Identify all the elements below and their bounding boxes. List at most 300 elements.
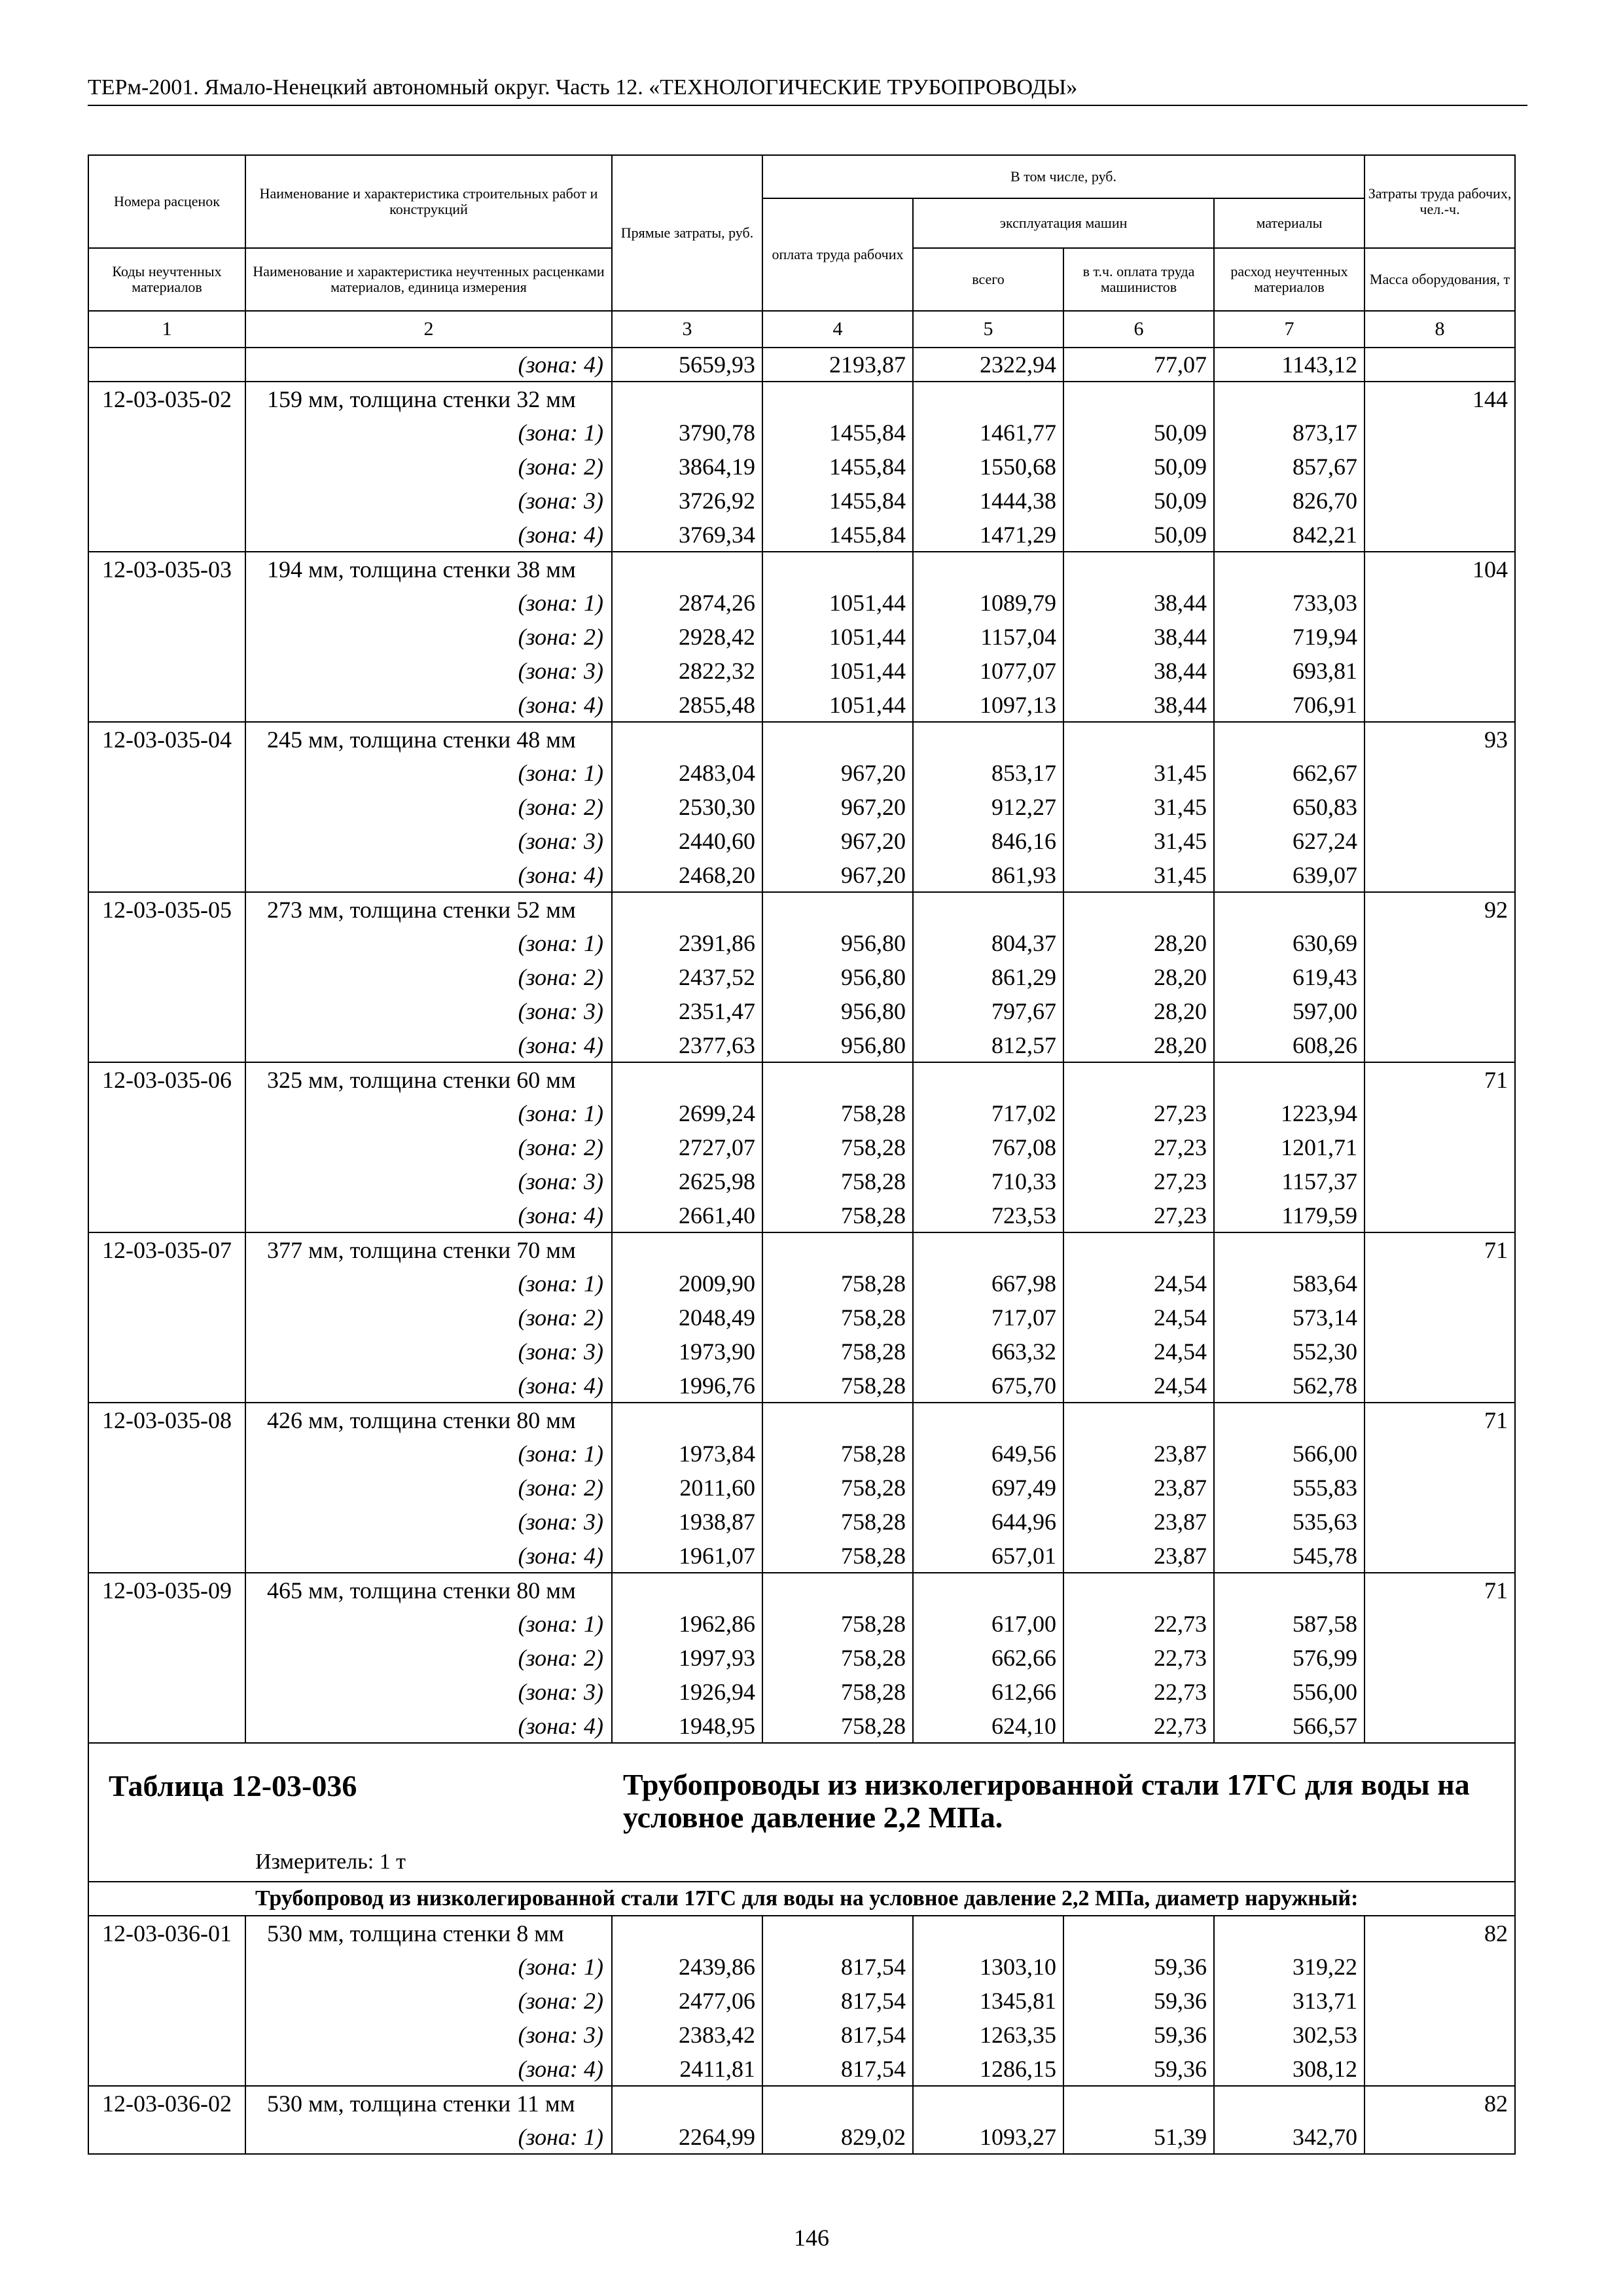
zone-row [88, 926, 1515, 960]
zone-row [88, 586, 1515, 620]
zone-label: (зона: 2) [245, 1984, 612, 2018]
materials-cost: 873,17 [1214, 416, 1364, 450]
labor-cost: 1455,84 [762, 484, 913, 518]
empty-cell [913, 1232, 1063, 1266]
direct-cost: 1962,86 [612, 1607, 762, 1641]
labor-hours [1364, 348, 1515, 382]
labor-hours [1364, 688, 1515, 722]
zone-label: (зона: 4) [245, 1539, 612, 1573]
operators-cost: 28,20 [1063, 926, 1214, 960]
labor-hours [1364, 1335, 1515, 1369]
operators-cost: 24,54 [1063, 1300, 1214, 1335]
table-number: Таблица 12-03-036 [109, 1769, 357, 1803]
code-cell [88, 1300, 245, 1335]
empty-cell [1063, 1232, 1214, 1266]
labor-cost: 967,20 [762, 824, 913, 858]
code-cell [88, 1950, 245, 1984]
labor-cost: 817,54 [762, 1950, 913, 1984]
zone-label: (зона: 1) [245, 1266, 612, 1300]
labor-hours: 92 [1364, 892, 1515, 926]
labor-cost: 758,28 [762, 1675, 913, 1709]
materials-cost: 1201,71 [1214, 1130, 1364, 1164]
empty-cell [1063, 552, 1214, 586]
labor-hours [1364, 960, 1515, 994]
code-cell [88, 756, 245, 790]
empty-cell [762, 892, 913, 926]
zone-row [88, 2018, 1515, 2052]
materials-cost: 1143,12 [1214, 348, 1364, 382]
code-cell [88, 1675, 245, 1709]
machines-cost: 667,98 [913, 1266, 1063, 1300]
code-cell [88, 518, 245, 552]
zone-row [88, 1505, 1515, 1539]
machines-cost: 662,66 [913, 1641, 1063, 1675]
labor-hours [1364, 518, 1515, 552]
machines-cost: 861,93 [913, 858, 1063, 892]
labor-hours [1364, 1164, 1515, 1198]
machines-cost: 617,00 [913, 1607, 1063, 1641]
operators-cost: 27,23 [1063, 1164, 1214, 1198]
empty-cell [1214, 1403, 1364, 1437]
code-cell [88, 1335, 245, 1369]
col8-header-bottom: Масса оборудования, т [1364, 248, 1515, 311]
zone-label: (зона: 2) [245, 1641, 612, 1675]
machines-cost: 1263,35 [913, 2018, 1063, 2052]
operators-cost: 23,87 [1063, 1505, 1214, 1539]
zone-row [88, 1709, 1515, 1743]
running-header: ТЕРм-2001. Ямало-Ненецкий автономный округ. Часть 12. «ТЕХНОЛОГИЧЕСКИЕ ТРУБОПРОВОДЫ» [88, 75, 1078, 99]
code-cell [88, 926, 245, 960]
code-cell [88, 1369, 245, 1403]
labor-cost: 2193,87 [762, 348, 913, 382]
item-name: 273 мм, толщина стенки 52 мм [245, 892, 612, 926]
direct-cost: 1996,76 [612, 1369, 762, 1403]
machines-cost: 624,10 [913, 1709, 1063, 1743]
machines-cost: 1089,79 [913, 586, 1063, 620]
direct-cost: 2048,49 [612, 1300, 762, 1335]
labor-hours [1364, 2018, 1515, 2052]
zone-row [88, 756, 1515, 790]
empty-cell [1063, 722, 1214, 756]
direct-cost: 3790,78 [612, 416, 762, 450]
code-cell [88, 620, 245, 654]
labor-cost: 758,28 [762, 1198, 913, 1232]
labor-cost: 758,28 [762, 1607, 913, 1641]
zone-label: (зона: 4) [245, 348, 612, 382]
zone-label: (зона: 4) [245, 1709, 612, 1743]
labor-hours [1364, 1437, 1515, 1471]
code-cell [88, 1198, 245, 1232]
direct-cost: 2411,81 [612, 2052, 762, 2086]
operators-cost: 38,44 [1063, 688, 1214, 722]
operators-cost: 27,23 [1063, 1096, 1214, 1130]
zone-row [88, 1471, 1515, 1505]
table-caption: Трубопроводы из низколегированной стали 17ГС для воды на условное давление 2,2 МПа. [623, 1768, 1470, 1834]
empty-cell [913, 722, 1063, 756]
operators-cost: 22,73 [1063, 1709, 1214, 1743]
direct-cost: 1938,87 [612, 1505, 762, 1539]
labor-cost: 1051,44 [762, 654, 913, 688]
direct-cost: 2477,06 [612, 1984, 762, 2018]
labor-cost: 758,28 [762, 1300, 913, 1335]
zone-row [88, 1641, 1515, 1675]
zone-row [88, 1028, 1515, 1062]
machines-cost: 657,01 [913, 1539, 1063, 1573]
labor-hours: 71 [1364, 1232, 1515, 1266]
empty-cell [1063, 1916, 1214, 1950]
table-title-row [88, 1743, 1515, 1882]
labor-cost: 967,20 [762, 756, 913, 790]
code-cell [88, 586, 245, 620]
materials-cost: 842,21 [1214, 518, 1364, 552]
zone-row [88, 1198, 1515, 1232]
labor-hours: 71 [1364, 1403, 1515, 1437]
materials-cost: 302,53 [1214, 2018, 1364, 2052]
code-cell [88, 1130, 245, 1164]
empty-cell [913, 892, 1063, 926]
empty-cell [762, 1232, 913, 1266]
item-row [88, 892, 1515, 926]
materials-cost: 650,83 [1214, 790, 1364, 824]
operators-cost: 50,09 [1063, 484, 1214, 518]
empty-cell [1063, 382, 1214, 416]
direct-cost: 2264,99 [612, 2120, 762, 2154]
labor-hours [1364, 416, 1515, 450]
empty-cell [1214, 1916, 1364, 1950]
machines-cost: 675,70 [913, 1369, 1063, 1403]
measure-unit: Измеритель: 1 т [255, 1850, 406, 1874]
labor-hours [1364, 1300, 1515, 1335]
labor-cost: 967,20 [762, 790, 913, 824]
operators-cost: 27,23 [1063, 1198, 1214, 1232]
column-number: 3 [612, 311, 762, 348]
zone-label: (зона: 2) [245, 1300, 612, 1335]
item-name: 530 мм, толщина стенки 11 мм [245, 2086, 612, 2120]
empty-cell [762, 552, 913, 586]
zone-label: (зона: 3) [245, 2018, 612, 2052]
code-cell [88, 1709, 245, 1743]
item-row [88, 722, 1515, 756]
materials-cost: 662,67 [1214, 756, 1364, 790]
labor-cost: 1455,84 [762, 518, 913, 552]
direct-cost: 2822,32 [612, 654, 762, 688]
labor-hours [1364, 1096, 1515, 1130]
code-cell [88, 1164, 245, 1198]
empty-cell [1214, 892, 1364, 926]
column-number: 4 [762, 311, 913, 348]
code-cell [88, 1471, 245, 1505]
materials-cost: 597,00 [1214, 994, 1364, 1028]
machines-cost: 1345,81 [913, 1984, 1063, 2018]
zone-label: (зона: 3) [245, 1675, 612, 1709]
column-number: 6 [1063, 311, 1214, 348]
labor-hours: 71 [1364, 1062, 1515, 1096]
machines-cost: 812,57 [913, 1028, 1063, 1062]
materials-cost: 693,81 [1214, 654, 1364, 688]
operators-cost: 24,54 [1063, 1369, 1214, 1403]
operators-cost: 50,09 [1063, 450, 1214, 484]
code-cell [88, 1505, 245, 1539]
labor-cost: 956,80 [762, 926, 913, 960]
materials-cost: 608,26 [1214, 1028, 1364, 1062]
empty-cell [1063, 892, 1214, 926]
col3-header: Прямые затраты, руб. [612, 155, 762, 311]
code-cell [88, 1539, 245, 1573]
materials-cost: 627,24 [1214, 824, 1364, 858]
labor-cost: 956,80 [762, 994, 913, 1028]
table-title-block [88, 1743, 1515, 1882]
item-row [88, 552, 1515, 586]
empty-cell [913, 1062, 1063, 1096]
direct-cost: 1961,07 [612, 1539, 762, 1573]
item-code: 12-03-035-03 [88, 552, 245, 586]
labor-hours: 93 [1364, 722, 1515, 756]
direct-cost: 2391,86 [612, 926, 762, 960]
zone-row [88, 654, 1515, 688]
labor-hours [1364, 2120, 1515, 2154]
zone-label: (зона: 4) [245, 518, 612, 552]
operators-cost: 28,20 [1063, 1028, 1214, 1062]
zone-label: (зона: 4) [245, 1028, 612, 1062]
materials-cost: 342,70 [1214, 2120, 1364, 2154]
labor-cost: 758,28 [762, 1437, 913, 1471]
direct-cost: 2383,42 [612, 2018, 762, 2052]
code-cell [88, 1028, 245, 1062]
group-including-header: В том числе, руб. [762, 155, 1364, 198]
labor-cost: 758,28 [762, 1130, 913, 1164]
empty-cell [1214, 1573, 1364, 1607]
zone-row [88, 688, 1515, 722]
zone-label: (зона: 3) [245, 654, 612, 688]
item-name: 377 мм, толщина стенки 70 мм [245, 1232, 612, 1266]
labor-hours [1364, 1709, 1515, 1743]
labor-cost: 758,28 [762, 1164, 913, 1198]
item-code: 12-03-035-09 [88, 1573, 245, 1607]
empty-cell [612, 1916, 762, 1950]
machines-cost: 912,27 [913, 790, 1063, 824]
labor-cost: 817,54 [762, 2052, 913, 2086]
labor-hours [1364, 1984, 1515, 2018]
machines-cost: 723,53 [913, 1198, 1063, 1232]
code-cell [88, 960, 245, 994]
zone-label: (зона: 4) [245, 2052, 612, 2086]
empty-cell [612, 892, 762, 926]
operators-cost: 59,36 [1063, 2018, 1214, 2052]
operators-cost: 23,87 [1063, 1437, 1214, 1471]
direct-cost: 2855,48 [612, 688, 762, 722]
labor-hours [1364, 1471, 1515, 1505]
direct-cost: 2483,04 [612, 756, 762, 790]
labor-hours: 82 [1364, 2086, 1515, 2120]
operators-cost: 22,73 [1063, 1675, 1214, 1709]
empty-cell [762, 1916, 913, 1950]
zone-label: (зона: 2) [245, 1471, 612, 1505]
labor-hours [1364, 654, 1515, 688]
machines-cost: 612,66 [913, 1675, 1063, 1709]
labor-cost: 758,28 [762, 1505, 913, 1539]
zone-row [88, 858, 1515, 892]
zone-label: (зона: 1) [245, 1096, 612, 1130]
code-cell [88, 1437, 245, 1471]
empty-cell [1214, 1232, 1364, 1266]
zone-label: (зона: 1) [245, 2120, 612, 2154]
operators-cost: 28,20 [1063, 960, 1214, 994]
labor-hours [1364, 1607, 1515, 1641]
machines-cost: 1093,27 [913, 2120, 1063, 2154]
zone-label: (зона: 2) [245, 620, 612, 654]
direct-cost: 2699,24 [612, 1096, 762, 1130]
rates-table [88, 154, 1516, 2155]
zone-row [88, 1164, 1515, 1198]
zone-label: (зона: 1) [245, 416, 612, 450]
zone-label: (зона: 1) [245, 926, 612, 960]
page-number: 146 [794, 2225, 829, 2251]
operators-cost: 59,36 [1063, 1984, 1214, 2018]
empty-cell [762, 1573, 913, 1607]
materials-cost: 535,63 [1214, 1505, 1364, 1539]
zone-label: (зона: 2) [245, 790, 612, 824]
zone-row [88, 1130, 1515, 1164]
zone-row [88, 1950, 1515, 1984]
empty-cell [913, 552, 1063, 586]
empty-cell [1214, 1062, 1364, 1096]
labor-hours [1364, 1028, 1515, 1062]
zone-row [88, 620, 1515, 654]
zone-row [88, 484, 1515, 518]
operators-cost: 24,54 [1063, 1335, 1214, 1369]
item-code: 12-03-036-01 [88, 1916, 245, 1950]
column-number: 2 [245, 311, 612, 348]
empty-cell [1063, 1573, 1214, 1607]
code-cell [88, 790, 245, 824]
direct-cost: 2661,40 [612, 1198, 762, 1232]
labor-cost: 1051,44 [762, 688, 913, 722]
item-row [88, 1573, 1515, 1607]
zone-label: (зона: 4) [245, 1369, 612, 1403]
operators-cost: 38,44 [1063, 654, 1214, 688]
direct-cost: 2439,86 [612, 1950, 762, 1984]
code-cell [88, 1607, 245, 1641]
operators-cost: 31,45 [1063, 858, 1214, 892]
zone-label: (зона: 3) [245, 824, 612, 858]
item-name: 245 мм, толщина стенки 48 мм [245, 722, 612, 756]
materials-cost: 308,12 [1214, 2052, 1364, 2086]
item-code: 12-03-035-04 [88, 722, 245, 756]
materials-cost: 573,14 [1214, 1300, 1364, 1335]
item-row [88, 1062, 1515, 1096]
labor-hours [1364, 1675, 1515, 1709]
materials-cost: 566,00 [1214, 1437, 1364, 1471]
labor-hours [1364, 756, 1515, 790]
labor-cost: 758,28 [762, 1539, 913, 1573]
materials-cost: 545,78 [1214, 1539, 1364, 1573]
direct-cost: 2625,98 [612, 1164, 762, 1198]
machines-cost: 710,33 [913, 1164, 1063, 1198]
item-name: 426 мм, толщина стенки 80 мм [245, 1403, 612, 1437]
labor-hours [1364, 858, 1515, 892]
col2-header-bottom: Наименование и характеристика неучтенных расценками материалов, единица измерения [245, 248, 612, 311]
col7-header-top: материалы [1214, 198, 1364, 248]
direct-cost: 1926,94 [612, 1675, 762, 1709]
direct-cost: 2011,60 [612, 1471, 762, 1505]
operators-cost: 51,39 [1063, 2120, 1214, 2154]
code-cell [88, 484, 245, 518]
item-row [88, 2086, 1515, 2120]
zone-row [88, 1096, 1515, 1130]
materials-cost: 857,67 [1214, 450, 1364, 484]
operators-cost: 50,09 [1063, 518, 1214, 552]
operators-cost: 59,36 [1063, 2052, 1214, 2086]
item-code: 12-03-036-02 [88, 2086, 245, 2120]
labor-cost: 758,28 [762, 1266, 913, 1300]
machines-cost: 1303,10 [913, 1950, 1063, 1984]
direct-cost: 1997,93 [612, 1641, 762, 1675]
col5-header: всего [913, 248, 1063, 311]
zone-label: (зона: 4) [245, 688, 612, 722]
labor-hours [1364, 994, 1515, 1028]
zone-row [88, 1539, 1515, 1573]
item-code: 12-03-035-02 [88, 382, 245, 416]
zone-label: (зона: 1) [245, 586, 612, 620]
labor-hours [1364, 1130, 1515, 1164]
labor-hours [1364, 2052, 1515, 2086]
labor-hours [1364, 1505, 1515, 1539]
materials-cost: 719,94 [1214, 620, 1364, 654]
labor-cost: 1051,44 [762, 586, 913, 620]
zone-label: (зона: 3) [245, 1335, 612, 1369]
zone-label: (зона: 3) [245, 484, 612, 518]
materials-cost: 1223,94 [1214, 1096, 1364, 1130]
code-cell [88, 2052, 245, 2086]
materials-cost: 556,00 [1214, 1675, 1364, 1709]
labor-hours: 71 [1364, 1573, 1515, 1607]
empty-cell [612, 552, 762, 586]
code-cell [88, 1096, 245, 1130]
machines-cost: 2322,94 [913, 348, 1063, 382]
direct-cost: 2440,60 [612, 824, 762, 858]
empty-cell [612, 1573, 762, 1607]
code-cell [88, 450, 245, 484]
materials-cost: 587,58 [1214, 1607, 1364, 1641]
labor-cost: 1455,84 [762, 416, 913, 450]
empty-cell [913, 382, 1063, 416]
labor-cost: 817,54 [762, 2018, 913, 2052]
materials-cost: 1179,59 [1214, 1198, 1364, 1232]
zone-label: (зона: 1) [245, 1950, 612, 1984]
machines-cost: 1097,13 [913, 688, 1063, 722]
labor-cost: 758,28 [762, 1335, 913, 1369]
subheading: Трубопровод из низколегированной стали 17ГС для воды на условное давление 2,2 МПа, диаметр наружный: [88, 1882, 1515, 1916]
zone-row [88, 2052, 1515, 2086]
labor-cost: 817,54 [762, 1984, 913, 2018]
col8-header-top: Затраты труда рабочих, чел.-ч. [1364, 155, 1515, 248]
column-number: 8 [1364, 311, 1515, 348]
zone-row [88, 824, 1515, 858]
labor-hours: 104 [1364, 552, 1515, 586]
item-code: 12-03-035-08 [88, 1403, 245, 1437]
materials-cost: 826,70 [1214, 484, 1364, 518]
operators-cost: 27,23 [1063, 1130, 1214, 1164]
labor-cost: 758,28 [762, 1709, 913, 1743]
materials-cost: 733,03 [1214, 586, 1364, 620]
zone-row [88, 450, 1515, 484]
labor-hours [1364, 1641, 1515, 1675]
zone-label: (зона: 1) [245, 1437, 612, 1471]
empty-cell [612, 1403, 762, 1437]
labor-hours [1364, 450, 1515, 484]
empty-cell [762, 1062, 913, 1096]
col6-header: в т.ч. оплата труда машинистов [1063, 248, 1214, 311]
